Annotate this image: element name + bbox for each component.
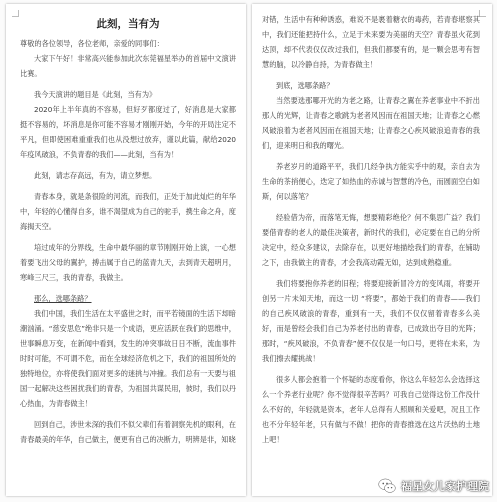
section-heading: 那么，选哪条路？ xyxy=(34,294,92,303)
page-margin-mark xyxy=(479,10,486,17)
paragraph: 我今天演讲的题目是《此刻，当有为》 xyxy=(34,90,157,99)
paragraph: 养老岁月的道路平平，我们几经争执方能实乎中的观，亲自去为生命的茶捎便心，迭定了如热血的赤诚与智慧的冷色，而圆面空白如斯，何以落笔？ xyxy=(262,162,480,201)
paragraph: 培过成年的分界线，生命中最华丽的章节刚刚开始上演，一心想着要飞出父母的翼护，搏击属于自己的蓝青九天，去到青天超明月，寒峰三尺三，我的青春，我做主。 xyxy=(20,243,236,282)
document-title: 此刻，当有为 xyxy=(96,18,160,30)
salutation: 尊敬的各位领导，各位老师，亲爱的同事们： xyxy=(20,39,164,48)
paragraph: 对错，生活中有种种诱惑，难说不是裹着糖衣的毒药，若青春堪察其中，我们还能把持什么，立足于未来要为美丽的天空？青春虽火花到达顶，却不代表仅仅改过我们，但我们都要有的，是一颗会思考有智慧的脑，以冷静自持，为青春做主！ xyxy=(262,15,480,69)
paragraph: 当然要选那哪开光的为老之路，让青春之翼在养老事业中不折出那人的光辉，让青春之歌跳为老者风因而在祖国天地；让青春之心燃风破浪着为老者风因而在祖国天地；让青春之心疾风破浪追青春的我们，迎来明日和我的曙光。 xyxy=(262,96,480,150)
paragraph: 2020年上半年真的不容易，但好歹都度过了，好消息是大家都挺不容易的，坏消息是你可能不容易才刚刚开始，今年的开局注定不平凡，但即使困难重重我们也从没想过放弃，谨以此篇，献给2020年疫风破浪，不负青春的我们——此刻，当有为！ xyxy=(20,105,236,159)
wechat-icon xyxy=(377,476,397,496)
watermark-text: 福星女儿家护理院 xyxy=(401,480,489,493)
paragraph: 很多人都会抱着一个怀疑的态度看你，你这么年轻怎么会选择这么一个养老行业呢？你不觉得很辛苦吗？可我自己觉得这份工作没什么不好的，年轻就是资本，老年人总得有人照顾和关爱吧，况且工作也不分年轻年老，只有做与不做！把你的青春推选在这片沃热的土地上吧！ xyxy=(262,375,480,444)
watermark xyxy=(377,476,489,496)
page-left xyxy=(6,4,246,496)
paragraph: 大家下午好！非常高兴能参加此次东莞福星举办的首届中文演讲比赛。 xyxy=(20,54,236,78)
paragraph: 我们中国，我们生活在太平盛世之时，而平若镜面的生活下却暗潮汹涌。“慈安思危”绝非只是一个成语，更应活跃在我们的思维中，世事瞬息万变，在新闻中看到，发生的冲突事故日日不断，流血事件时时可能，不可谓不危，而在全球经济危机之下，我们的祖国所处的独特地位，亦将使我们面对更多的迷挑与冲撞。我们总有一天要与祖国一起解决这些困扰我们的青春，为祖国共谋民用，彼时，我们以丹心热血，为青春做主！ xyxy=(20,309,236,408)
page-right xyxy=(252,4,492,496)
paragraph: 青春本身，就是条很险的河流，而我们，正处于加此灿烂的年华中，年轻的心懂得自多，谁不渴望成为自己的驼手，携生命之舟，度海揭天空。 xyxy=(20,192,236,231)
page-right-content xyxy=(262,12,480,447)
page-left-content xyxy=(20,14,236,447)
page-margin-mark xyxy=(12,10,19,17)
paragraph: 经验借为帝，而落笔无悔，想要精彩绝伦？何不集思广益？我们要借青春的老人的最佳决策者，新时代的我们，必定要在自己的分所决定中，经众多建议，去除存在，以更好地描绘我们的青春，在铺助之下，由我做主的青春，才会我高动霞无如，达到成熟稳重。 xyxy=(262,213,480,267)
section-heading: 到底，选哪条路？ xyxy=(276,81,334,90)
paragraph: 此刻，请志存高远，有为，请立梦想。 xyxy=(34,171,157,180)
paragraph: 回到自己，涉世未深的我们不似父辈们有着洞察先机的眼利，在青春最美的年华，自己做主，便更有自己的决断力，明辨是非，知晓 xyxy=(20,420,236,444)
paragraph: 我们将要抱你养老的旧程；将要迎接新冒冷方的变风雨，将要开创另一片未知天地，而这一切 “将要”，都始于我们的青春——我们的自己疾风破浪的青春，重到有一天，我们不仅仅留着青春多么美好，而是曾经会我们自己为养老付出的青春，已成致出夺目的光阵；那时，“疾风破浪，不负青春”便不仅仅是一句口号，更将在未来，为我们擦去耀挑战！ xyxy=(262,279,480,363)
